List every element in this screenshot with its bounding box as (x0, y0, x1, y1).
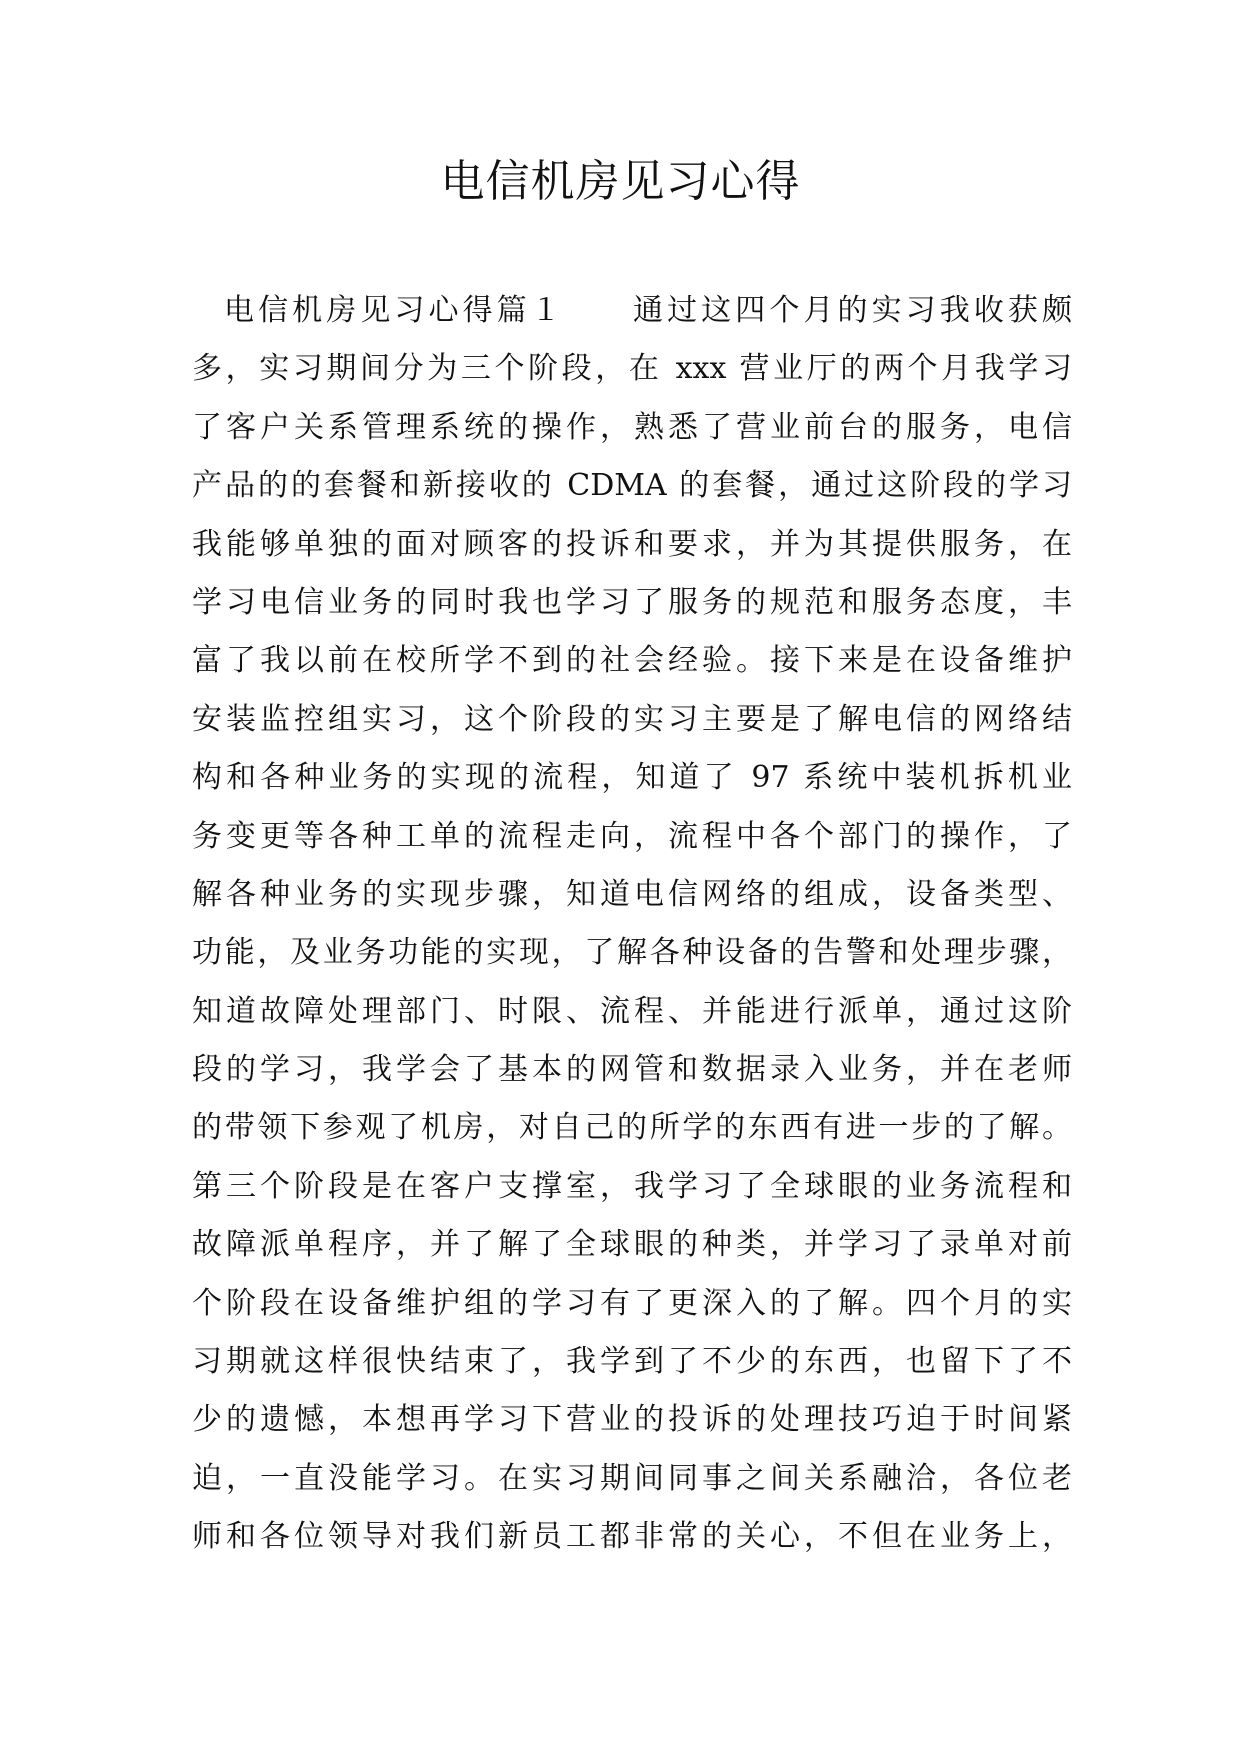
body-line: 功能，及业务功能的实现，了解各种设备的告警和处理步骤， (192, 935, 1072, 971)
document-body (192, 282, 1072, 1567)
body-line: 富了我以前在校所学不到的社会经验。接下来是在设备维护 (192, 643, 1072, 679)
body-line: 务变更等各种工单的流程走向，流程中各个部门的操作，了 (192, 818, 1072, 854)
body-line: 解各种业务的实现步骤，知道电信网络的组成，设备类型、 (192, 876, 1072, 912)
body-line: 师和各位领导对我们新员工都非常的关心，不但在业务上， (192, 1519, 1072, 1555)
body-line: 构和各种业务的实现的流程，知道了 97 系统中装机拆机业 (192, 760, 1072, 796)
body-line: 了客户关系管理系统的操作，熟悉了营业前台的服务，电信 (192, 409, 1072, 445)
body-line: 少的遗憾，本想再学习下营业的投诉的处理技巧迫于时间紧 (192, 1402, 1072, 1438)
body-line: 故障派单程序，并了解了全球眼的种类，并学习了录单对前 (192, 1227, 1072, 1263)
body-line: 我能够单独的面对顾客的投诉和要求，并为其提供服务，在 (192, 526, 1072, 562)
body-line: 习期就这样很快结束了，我学到了不少的东西，也留下了不 (192, 1344, 1072, 1380)
body-line: 学习电信业务的同时我也学习了服务的规范和服务态度，丰 (192, 584, 1072, 620)
document-title: 电信机房见习心得 (440, 156, 801, 207)
body-line: 产品的的套餐和新接收的 CDMA 的套餐，通过这阶段的学习 (192, 468, 1072, 504)
body-line: 第三个阶段是在客户支撑室，我学习了全球眼的业务流程和 (192, 1168, 1072, 1204)
body-line: 的带领下参观了机房，对自己的所学的东西有进一步的了解。 (192, 1110, 1072, 1146)
body-line: 知道故障处理部门、时限、流程、并能进行派单，通过这阶 (192, 993, 1072, 1029)
body-line: 安装监控组实习，这个阶段的实习主要是了解电信的网络结 (192, 701, 1072, 737)
body-line: 电信机房见习心得篇１ 通过这四个月的实习我收获颇 (224, 293, 1072, 328)
body-line: 多，实习期间分为三个阶段，在 xxx 营业厅的两个月我学习 (192, 351, 1072, 387)
body-line: 迫，一直没能学习。在实习期间同事之间关系融洽，各位老 (192, 1460, 1072, 1496)
body-line: 个阶段在设备维护组的学习有了更深入的了解。四个月的实 (192, 1285, 1072, 1321)
body-line: 段的学习，我学会了基本的网管和数据录入业务，并在老师 (192, 1052, 1072, 1088)
